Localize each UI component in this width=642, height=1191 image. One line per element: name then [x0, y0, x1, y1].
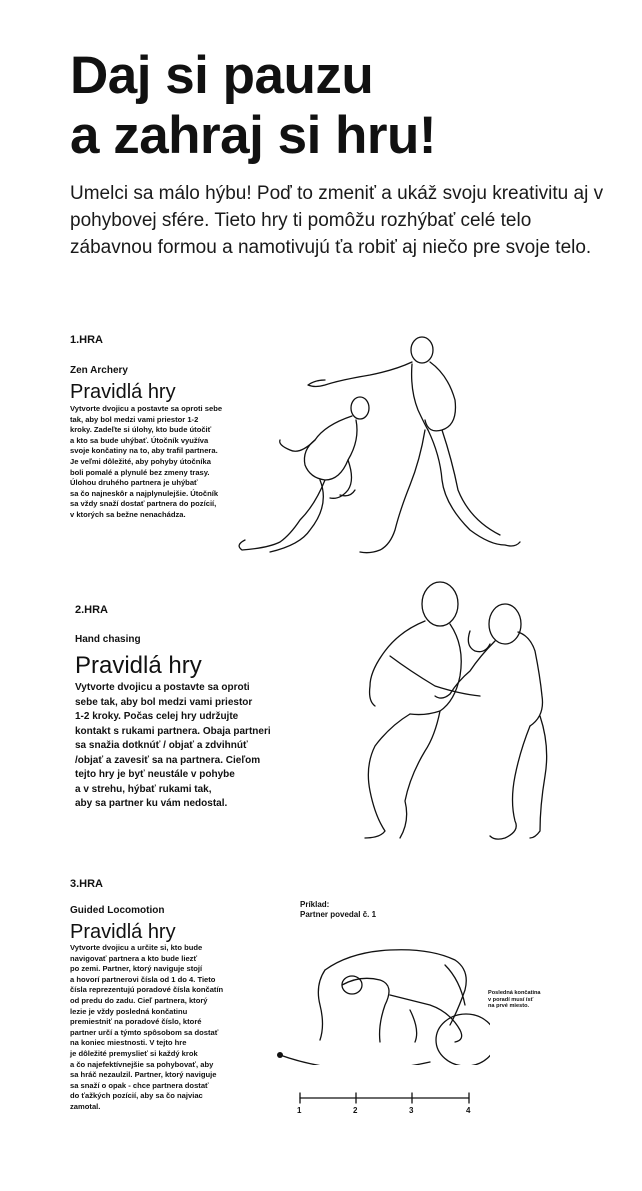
right-player-figure	[435, 604, 547, 839]
game-2-rules: Vytvorte dvojicu a postavte sa oproti sebe tak, aby bol medzi vami priestor 1-2 kroky. Počas celej hry udržujte kontakt s rukami partnera. Obaja partneri sa snažia dotknúť / objať a zdvihnúť /objať a zavesiť sa na partnera. Cieľom tejto hry je byť neustále v pohybe a v strehu, hýbať rukami tak, aby sa partner ku vám nedostal.	[75, 682, 271, 809]
left-player-figure	[365, 582, 480, 838]
reaching-figure	[308, 337, 520, 553]
game-1-number: 1.HRA	[70, 334, 104, 346]
game-2-number: 2.HRA	[75, 604, 109, 616]
intro-text: Umelci sa málo hýbu! Poď to zmeniť a ukáž svoju kreativitu aj v pohybovej sfére. Tieto hry ti pomôžu rozhýbať celé telo zábavnou formou a namotivujú ťa robiť aj niečo pre svoje telo.	[70, 183, 604, 258]
highlight-circle	[436, 1014, 490, 1065]
page-title	[70, 46, 630, 166]
game-2-illustration	[330, 576, 570, 851]
crawling-figure	[318, 950, 466, 1042]
game-1-rules: Vytvorte dvojicu a postavte sa oproti sebe tak, aby bol medzi vami priestor 1-2 kroky. Zadeľte si úlohy, kto bude útočiť a kto sa bude uhýbať. Útočník využíva svoje končatiny na to, aby trafil partnera. Je veľmi dôležité, aby pohyby útočníka boli pomalé a plynulé bez zmeny trasy. Úlohou druhého partnera je uhýbať sa čo najneskôr a najplynulejšie. Útočník sa vždy snaží dostať partnera do pozícií, v ktorých sa bežne nenachádza.	[70, 404, 223, 519]
start-dot	[277, 1052, 283, 1058]
game-3-example: Príklad: Partner povedal č. 1	[300, 900, 377, 919]
scale-label-1: 1	[297, 1106, 302, 1115]
game-1-name: Zen Archery	[70, 365, 128, 376]
title-line-1: Daj si pauzu	[70, 46, 374, 105]
kneeling-figure	[239, 397, 369, 552]
game-3-number: 3.HRA	[70, 878, 104, 890]
game-3-name: Guided Locomotion	[70, 905, 165, 916]
limb-order-scale	[294, 1088, 474, 1118]
trajectory-curve	[280, 1055, 430, 1065]
scale-label-4: 4	[466, 1106, 471, 1115]
game-1-rules-heading: Pravidlá hry	[70, 381, 176, 403]
game-3-rules: Vytvorte dvojicu a určite si, kto bude navigovať partnera a kto bude liezť po zemi. Partner, ktorý naviguje stojí a hovorí partnerovi čísla od 1 do 4. Tieto čísla reprezentujú poradové čísla končatín od predu do zadu. Cieľ partnera, ktorý lezie je vždy posledná končatinu premiestniť na poradové číslo, ktoré partner určí a týmto spôsobom sa dostať na koniec miestnosti. V tejto hre je dôležité premyslieť si každý krok a čo najefektívnejšie sa pohybovať, aby sa hráč nezaulzil. Partner, ktorý naviguje sa snaží o opak - chce partnera dostať do ťažkých pozícií, aby sa čo najviac zamotal.	[70, 943, 224, 1111]
scale-label-2: 2	[353, 1106, 358, 1115]
game-1-illustration	[230, 330, 560, 570]
game-3-illustration	[270, 930, 490, 1065]
title-line-2: a zahraj si hru!	[70, 106, 437, 165]
game-2-name: Hand chasing	[75, 634, 141, 645]
game-2-rules-heading: Pravidlá hry	[75, 652, 202, 679]
game-3-rules-heading: Pravidlá hry	[70, 921, 176, 943]
game-3-annotation: Posledná končatina v poradí musí ísť na prvé miesto.	[488, 990, 541, 1010]
scale-label-3: 3	[409, 1106, 414, 1115]
